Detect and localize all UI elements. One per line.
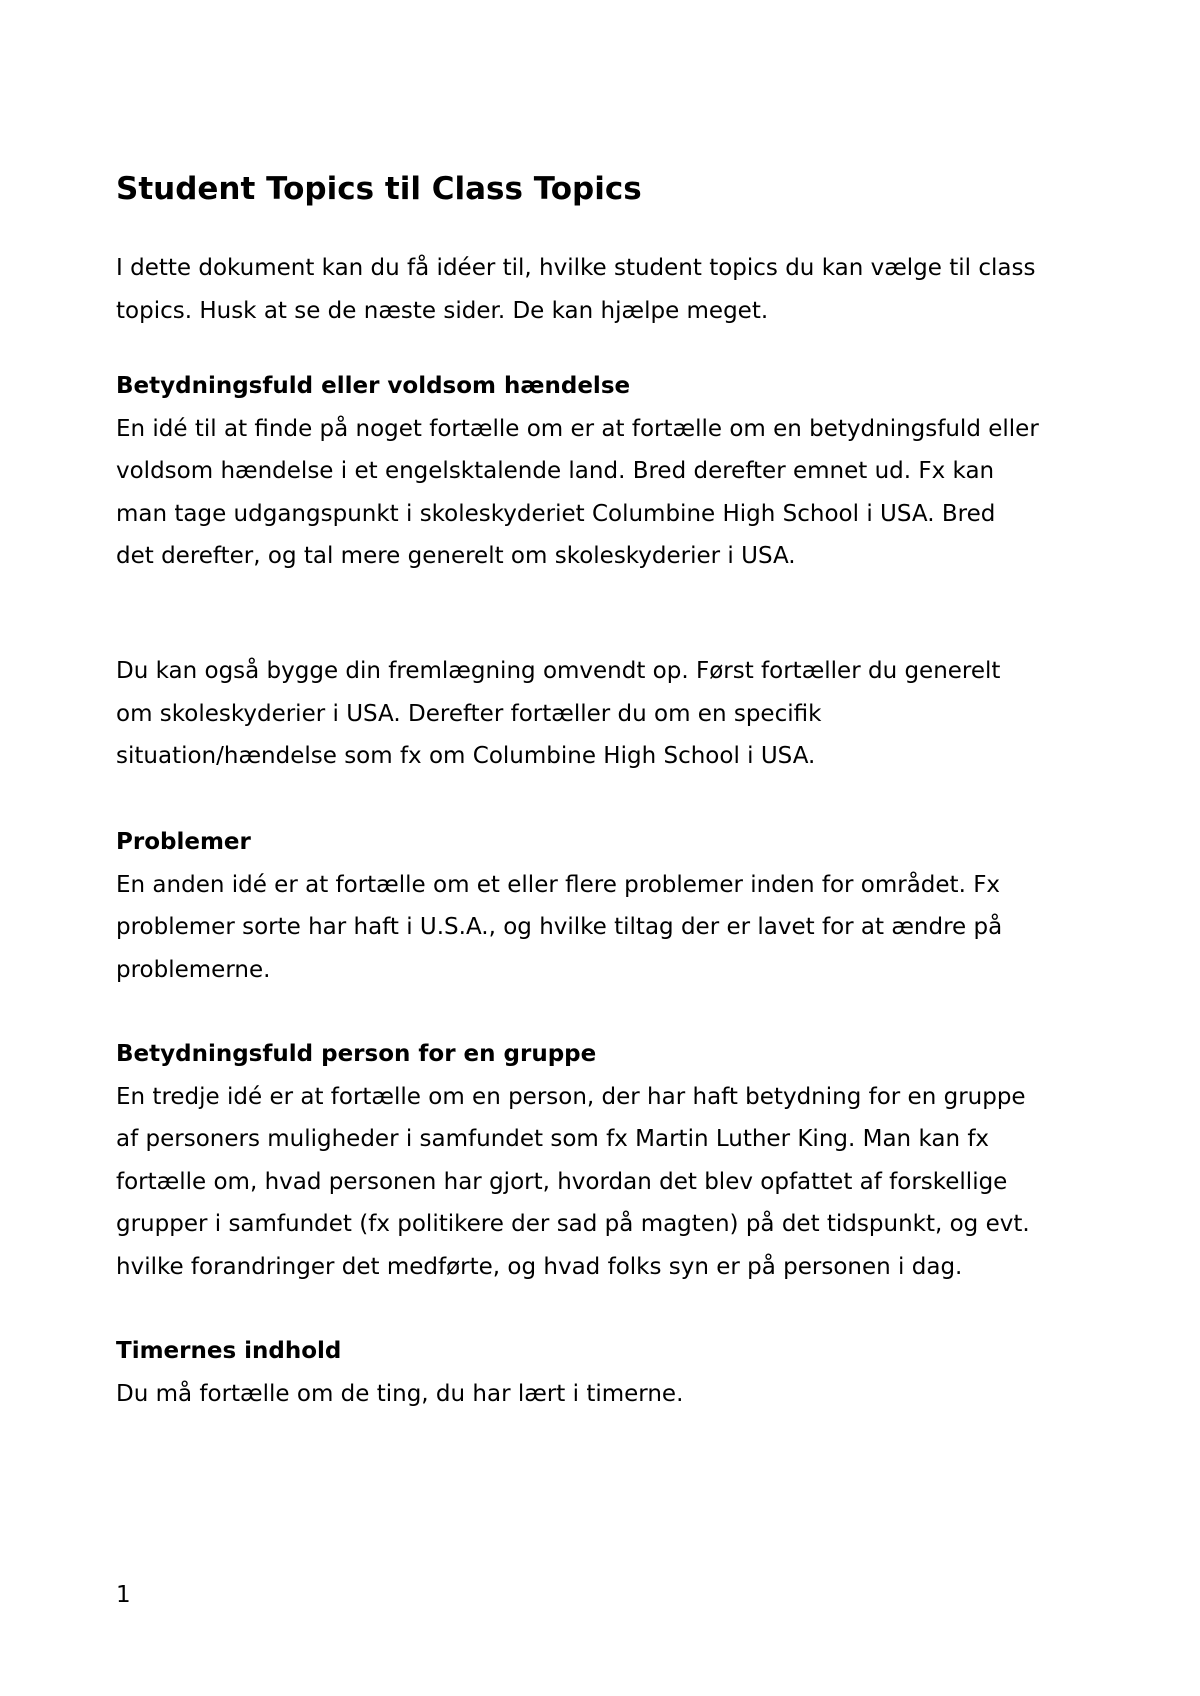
- section-heading: Betydningsfuld eller voldsom hændelse: [116, 373, 631, 399]
- section-3: [116, 1033, 1096, 1288]
- section-4: [116, 1330, 1096, 1415]
- text-line: situation/hændelse som fx om Columbine High School i USA.: [116, 743, 816, 769]
- text-line: En anden idé er at fortælle om et eller flere problemer inden for området. Fx: [116, 871, 1001, 898]
- text-line: Du må fortælle om de ting, du har lært i timerne.: [116, 1380, 684, 1407]
- text-line: af personers muligheder i samfundet som fx Martin Luther King. Man kan fx: [116, 1126, 990, 1152]
- section-2: [116, 821, 1096, 991]
- text-line: problemerne.: [116, 956, 271, 983]
- text-line: det derefter, og tal mere generelt om skoleskyderier i USA.: [116, 543, 796, 569]
- section-1-paragraph-2: [116, 650, 1096, 778]
- text-line: En tredje idé er at fortælle om en person, der har haft betydning for en gruppe: [116, 1083, 1026, 1110]
- page-number: 1: [116, 1582, 131, 1608]
- text-line: topics. Husk at se de næste sider. De kan hjælpe meget.: [116, 297, 769, 324]
- text-line: hvilke forandringer det medførte, og hvad folks syn er på personen i dag.: [116, 1253, 963, 1280]
- text-line: problemer sorte har haft i U.S.A., og hvilke tiltag der er lavet for at ændre på: [116, 914, 1003, 940]
- intro-paragraph: [116, 247, 1096, 332]
- document-title: Student Topics til Class Topics: [116, 171, 642, 207]
- text-line: voldsom hændelse i et engelsktalende land. Bred derefter emnet ud. Fx kan: [116, 458, 995, 484]
- text-line: I dette dokument kan du få idéer til, hvilke student topics du kan vælge til class: [116, 255, 1036, 281]
- section-heading: Betydningsfuld person for en gruppe: [116, 1041, 597, 1067]
- section-heading: Problemer: [116, 829, 251, 855]
- text-line: En idé til at finde på noget fortælle om er at fortælle om en betydningsfuld eller: [116, 415, 1039, 442]
- section-1: [116, 365, 1096, 578]
- text-line: fortælle om, hvad personen har gjort, hvordan det blev opfattet af forskellige: [116, 1168, 1008, 1195]
- text-line: man tage udgangspunkt i skoleskyderiet Columbine High School i USA. Bred: [116, 500, 996, 527]
- text-line: om skoleskyderier i USA. Derefter fortæller du om en specifik: [116, 700, 822, 727]
- text-line: grupper i samfundet (fx politikere der sad på magten) på det tidspunkt, og evt.: [116, 1211, 1030, 1237]
- text-line: Du kan også bygge din fremlægning omvendt op. Først fortæller du generelt: [116, 658, 1001, 684]
- section-heading: Timernes indhold: [116, 1338, 342, 1364]
